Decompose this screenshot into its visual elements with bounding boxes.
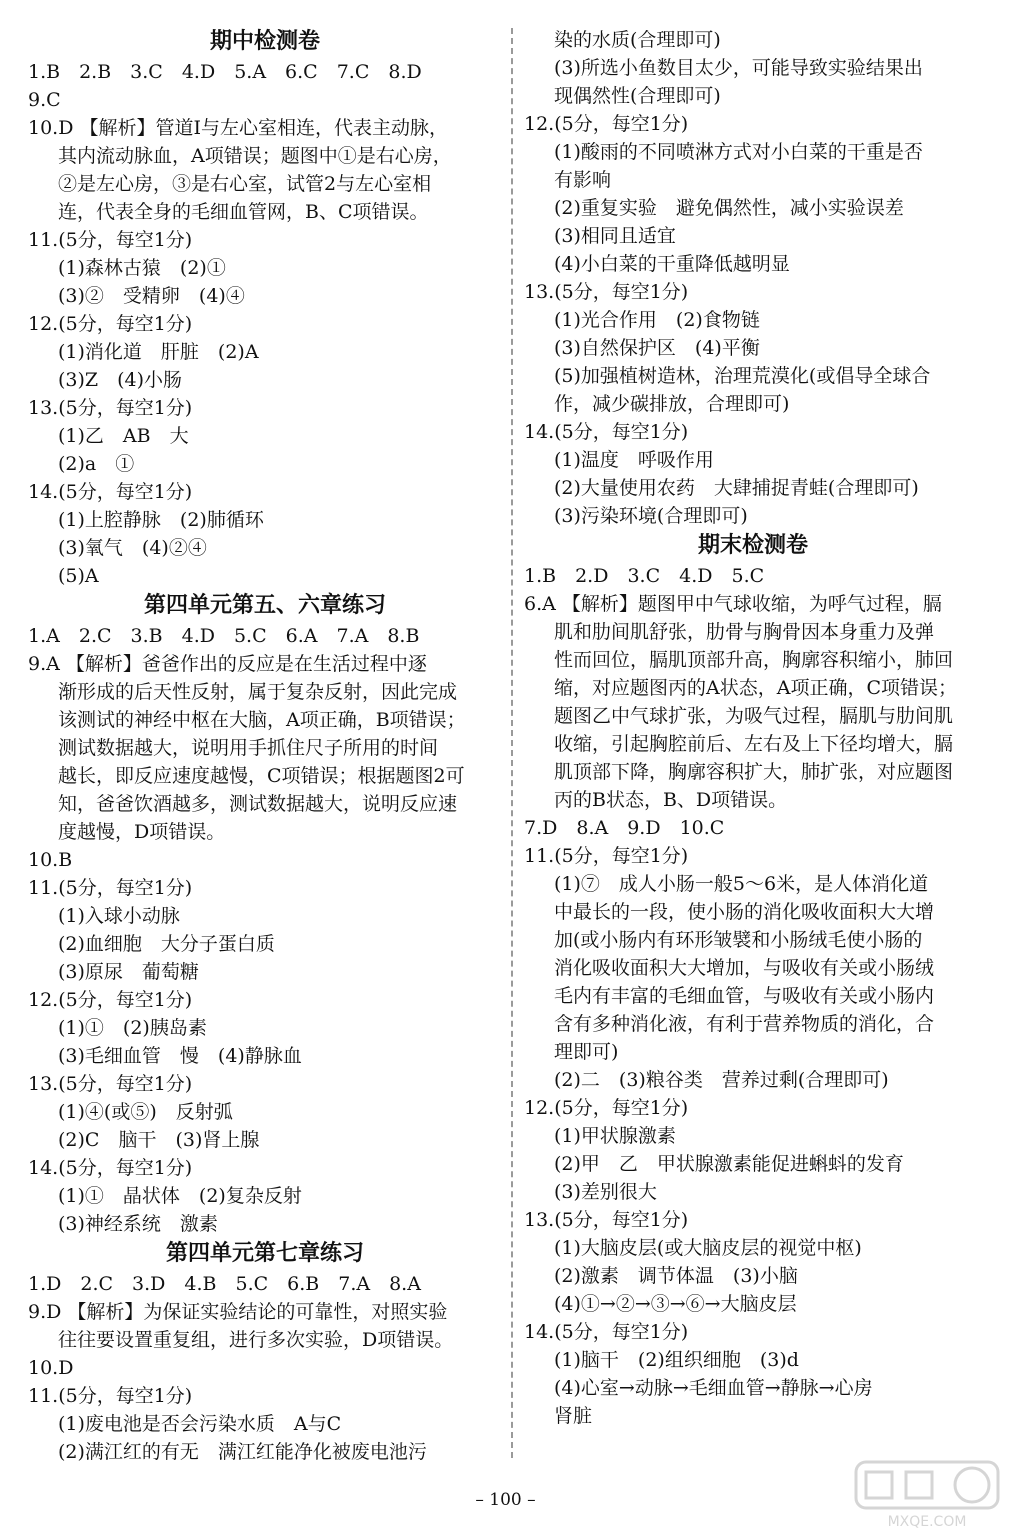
section-title: 期中检测卷: [209, 29, 320, 54]
answer-line: 越长，即反应速度越慢，C项错误；根据题图2可: [58, 765, 465, 787]
answer-line: 9.C: [28, 89, 61, 111]
answer-line: 11.(5分，每空1分): [28, 877, 193, 899]
answer-line: (1)上腔静脉 (2)肺循环: [58, 509, 264, 531]
answer-line: 13.(5分，每空1分): [524, 1209, 689, 1231]
answer-line: 往往要设置重复组，进行多次实验，D项错误。: [58, 1329, 454, 1351]
answer-line: (3)毛细血管 慢 (4)静脉血: [58, 1045, 302, 1067]
answer-line: (2)激素 调节体温 (3)小脑: [554, 1265, 798, 1287]
section-title: 第四单元第五、六章练习: [143, 593, 386, 618]
answer-line: (3)自然保护区 (4)平衡: [554, 337, 760, 359]
answer-line: 染的水质(合理即可): [554, 29, 721, 51]
answer-line: (1)森林古猿 (2)①: [58, 257, 226, 279]
answer-line: 题图乙中气球扩张，为吸气过程，膈肌与肋间肌: [554, 705, 954, 727]
answer-line: 收缩，引起胸腔前后、左右及上下径均增大，膈: [554, 733, 954, 755]
svg-text:MXQE.COM: MXQE.COM: [887, 1514, 967, 1530]
answer-line: 12.(5分，每空1分): [524, 113, 689, 135]
answer-line: (3)氧气 (4)②④: [58, 537, 207, 559]
answer-line: (1)④(或⑤) 反射弧: [58, 1101, 233, 1123]
left-column: [28, 26, 502, 1466]
answer-line: (1)① (2)胰岛素: [58, 1017, 207, 1039]
answer-line: 14.(5分，每空1分): [524, 421, 689, 443]
answer-line: 肌和肋间肌舒张，肋骨与胸骨因本身重力及弹: [554, 621, 935, 643]
answer-line: 渐形成的后天性反射，属于复杂反射，因此完成: [58, 681, 458, 703]
answer-line: (1)乙 AB 大: [58, 425, 189, 447]
answer-line: (3)污染环境(合理即可): [554, 505, 748, 527]
answer-line: 理即可): [554, 1041, 619, 1063]
answer-line: 1.B 2.B 3.C 4.D 5.A 6.C 7.C 8.D: [28, 61, 422, 83]
answer-line: 连，代表全身的毛细血管网，B、C项错误。: [58, 201, 429, 223]
answer-line: (2)二 (3)粮谷类 营养过剩(合理即可): [554, 1069, 889, 1091]
page-number: – 100 –: [475, 1490, 536, 1510]
answer-line: (1)脑干 (2)组织细胞 (3)d: [554, 1349, 799, 1371]
answer-line: 加(或小肠内有环形皱襞和小肠绒毛使小肠的: [554, 929, 923, 951]
answer-line: 14.(5分，每空1分): [28, 1157, 193, 1179]
answer-line: 1.D 2.C 3.D 4.B 5.C 6.B 7.A 8.A: [28, 1273, 421, 1295]
answer-line: (1)甲状腺激素: [554, 1125, 676, 1147]
answer-line: 缩，对应题图丙的A状态，A项正确，C项错误；: [554, 677, 957, 699]
answer-line: (3)所选小鱼数目太少，可能导致实验结果出: [554, 57, 923, 79]
answer-line: (3)神经系统 激素: [58, 1213, 218, 1235]
answer-line: (2)血细胞 大分子蛋白质: [58, 933, 275, 955]
answer-line: (1)温度 呼吸作用: [554, 449, 714, 471]
answer-line: (2)大量使用农药 大肆捕捉青蛙(合理即可): [554, 477, 919, 499]
answer-line: (4)小白菜的干重降低越明显: [554, 253, 790, 275]
answer-line: (1)① 晶状体 (2)复杂反射: [58, 1185, 302, 1207]
answer-line: (3)Z (4)小肠: [58, 369, 183, 391]
answer-line: 测试数据越大，说明用手抓住尺子所用的时间: [58, 737, 439, 759]
answer-line: 1.A 2.C 3.B 4.D 5.C 6.A 7.A 8.B: [28, 625, 420, 647]
answer-line: 含有多种消化液，有利于营养物质的消化，合: [554, 1013, 935, 1035]
answer-line: 14.(5分，每空1分): [524, 1321, 689, 1343]
answer-line: 10.B: [28, 849, 73, 871]
answer-line: (2)满江红的有无 满江红能净化被废电池污: [58, 1441, 427, 1463]
answer-line: 肾脏: [554, 1405, 593, 1427]
answer-line: 1.B 2.D 3.C 4.D 5.C: [524, 565, 765, 587]
answer-line: 消化吸收面积大大增加，与吸收有关或小肠绒: [554, 957, 935, 979]
right-column: [524, 26, 982, 1430]
answer-line: (2)甲 乙 甲状腺激素能促进蝌蚪的发育: [554, 1153, 904, 1175]
answer-line: 10.D 【解析】管道Ⅰ与左心室相连，代表主动脉，: [28, 117, 448, 139]
answer-line: 13.(5分，每空1分): [28, 1073, 193, 1095]
answer-line: (4)①→②→③→⑥→大脑皮层: [554, 1293, 797, 1315]
answer-line: (4)心室→动脉→毛细血管→静脉→心房: [554, 1377, 873, 1399]
answer-line: 13.(5分，每空1分): [524, 281, 689, 303]
answer-line: (1)废电池是否会污染水质 A与C: [58, 1413, 342, 1435]
answer-line: (2)重复实验 避免偶然性，减小实验误差: [554, 197, 904, 219]
answer-line: (2)C 脑干 (3)肾上腺: [58, 1129, 260, 1151]
watermark-logo: [852, 1458, 1002, 1532]
answer-line: 度越慢，D项错误。: [58, 821, 226, 843]
answer-line: (1)入球小动脉: [58, 905, 180, 927]
answer-line: (1)大脑皮层(或大脑皮层的视觉中枢): [554, 1237, 862, 1259]
answer-line: 中最长的一段，使小肠的消化吸收面积大大增: [554, 901, 935, 923]
answer-line: 9.A 【解析】爸爸作出的反应是在生活过程中逐: [28, 653, 427, 675]
answer-line: 12.(5分，每空1分): [28, 989, 193, 1011]
answer-line: 11.(5分，每空1分): [28, 229, 193, 251]
answer-line: (3)相同且适宜: [554, 225, 676, 247]
answer-line: 10.D: [28, 1357, 74, 1379]
answer-line: (1)消化道 肝脏 (2)A: [58, 341, 259, 363]
answer-line: (3)原尿 葡萄糖: [58, 961, 199, 983]
answer-line: 知，爸爸饮酒越多，测试数据越大，说明反应速: [58, 793, 458, 815]
section-title: 第四单元第七章练习: [165, 1241, 364, 1266]
answer-line: 性而回位，膈肌顶部升高，胸廓容积缩小，肺回: [554, 649, 954, 671]
answer-line: 丙的B状态，B、D项错误。: [554, 789, 788, 811]
answer-line: 12.(5分，每空1分): [28, 313, 193, 335]
answer-line: (1)⑦ 成人小肠一般5～6米，是人体消化道: [554, 873, 929, 895]
answer-line: (1)光合作用 (2)食物链: [554, 309, 760, 331]
answer-line: 11.(5分，每空1分): [28, 1385, 193, 1407]
answer-line: (5)A: [58, 565, 99, 587]
answer-line: 毛内有丰富的毛细血管，与吸收有关或小肠内: [554, 985, 935, 1007]
answer-line: (3)② 受精卵 (4)④: [58, 285, 245, 307]
answer-line: 6.A 【解析】题图甲中气球收缩，为呼气过程，膈: [524, 593, 942, 615]
answer-line: 肌顶部下降，胸廓容积扩大，肺扩张，对应题图: [554, 761, 954, 783]
answer-line: (1)酸雨的不同喷淋方式对小白菜的干重是否: [554, 141, 923, 163]
answer-line: 其内流动脉血，A项错误；题图中①是右心房，: [58, 145, 452, 167]
answer-line: 有影响: [554, 169, 612, 191]
answer-line: 该测试的神经中枢在大脑，A项正确，B项错误；: [58, 709, 466, 731]
answer-line: 7.D 8.A 9.D 10.C: [524, 817, 725, 839]
answer-line: 11.(5分，每空1分): [524, 845, 689, 867]
answer-line: (3)差别很大: [554, 1181, 657, 1203]
answer-line: ②是左心房，③是右心室，试管2与左心室相: [58, 173, 432, 195]
answer-line: 9.D 【解析】为保证实验结论的可靠性，对照实验: [28, 1301, 448, 1323]
answer-line: 作，减少碳排放，合理即可): [554, 393, 790, 415]
answer-line: (2)a ①: [58, 453, 135, 475]
answer-line: (5)加强植树造林，治理荒漠化(或倡导全球合: [554, 365, 931, 387]
answer-line: 现偶然性(合理即可): [554, 85, 721, 107]
section-title: 期末检测卷: [697, 533, 808, 558]
column-divider: [511, 28, 513, 1458]
answer-line: 14.(5分，每空1分): [28, 481, 193, 503]
answer-line: 13.(5分，每空1分): [28, 397, 193, 419]
answer-line: 12.(5分，每空1分): [524, 1097, 689, 1119]
